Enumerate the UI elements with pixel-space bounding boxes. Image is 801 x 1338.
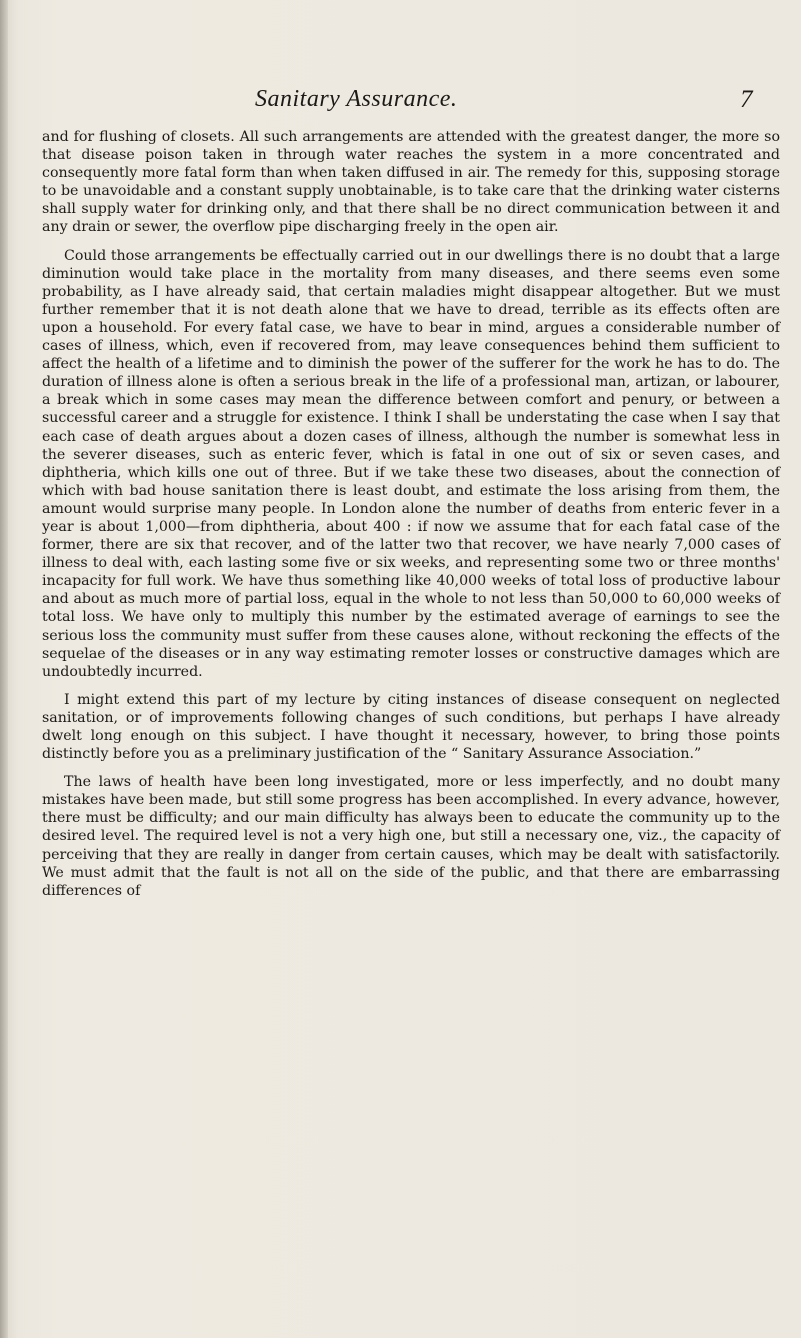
body-text <box>42 128 780 910</box>
running-title: Sanitary Assurance. <box>255 86 458 112</box>
page-number: 7 <box>740 86 753 113</box>
paragraph-2: Could those arrangements be effectually carried out in our dwellings there is no doubt that a large diminution would take place in the mortality from many diseases, and there seems even some probability, as I have already said, that certain maladies might disappear altogether. But we must further remember that it is not death alone that we have to dread, terrible as its effects often are upon a household. For every fatal case, we have to bear in mind, argues a considerable number of cases of illness, which, even if recovered from, may leave consequences behind them sufficient to affect the health of a lifetime and to diminish the power of the sufferer for the work he has to do. The duration of illness alone is often a serious break in the life of a professional man, artizan, or labourer, a break which in some cases may mean the difference between comfort and penury, or between a successful career and a struggle for existence. I think I shall be understating the case when I say that each case of death argues about a dozen cases of illness, although the number is somewhat less in the severer diseases, such as enteric fever, which is fatal in one out of six or seven cases, and diphtheria, which kills one out of three. But if we take these two diseases, about the connection of which with bad house sanitation there is least doubt, and estimate the loss arising from them, the amount would surprise many people. In London alone the number of deaths from enteric fever in a year is about 1,000—from diphtheria, about 400 : if now we assume that for each fatal case of the former, there are six that recover, and of the latter two that recover, we have nearly 7,000 cases of illness to deal with, each lasting some five or six weeks, and representing some two or three months' incapacity for full work. We have thus something like 40,000 weeks of total loss of productive labour and about as much more of partial loss, equal in the whole to not less than 50,000 to 60,000 weeks of total loss. We have only to multiply this number by the estimated average of earnings to see the serious loss the community must suffer from these causes alone, without reckoning the effects of the sequelae of the diseases or in any way estimating remoter losses or constructive damages which are undoubtedly incurred. <box>42 247 780 680</box>
paragraph-4: The laws of health have been long investigated, more or less imperfectly, and no doubt many mistakes have been made, but still some progress has been accomplished. In every advance, however, there must be difficulty; and our main difficulty has always been to educate the community up to the desired level. The required level is not a very high one, but still a necessary one, viz., the capacity of perceiving that they are really in danger from certain causes, which may be dealt with satisfactorily. We must admit that the fault is not all on the side of the public, and that there are embarrassing differences of <box>42 774 780 899</box>
paragraph-3: I might extend this part of my lecture by citing instances of disease consequent on neglected sanitation, or of improvements following changes of such conditions, but perhaps I have already dwelt long enough on this subject. I have thought it necessary, however, to bring those points distinctly before you as a preliminary justification of the “ Sanitary Assurance Association.” <box>42 691 780 763</box>
paragraph-1: and for flushing of closets. All such arrangements are attended with the greatest danger, the more so that disease poison taken in through water reaches the system in a more concentrated and consequently more fatal form than when taken diffused in air. The remedy for this, supposing storage to be unavoidable and a constant supply unobtainable, is to take care that the drinking water cisterns shall supply water for drinking only, and that there shall be no direct communication between it and any drain or sewer, the overflow pipe discharging freely in the open air. <box>42 129 780 236</box>
page-gutter-shadow <box>0 0 8 1338</box>
